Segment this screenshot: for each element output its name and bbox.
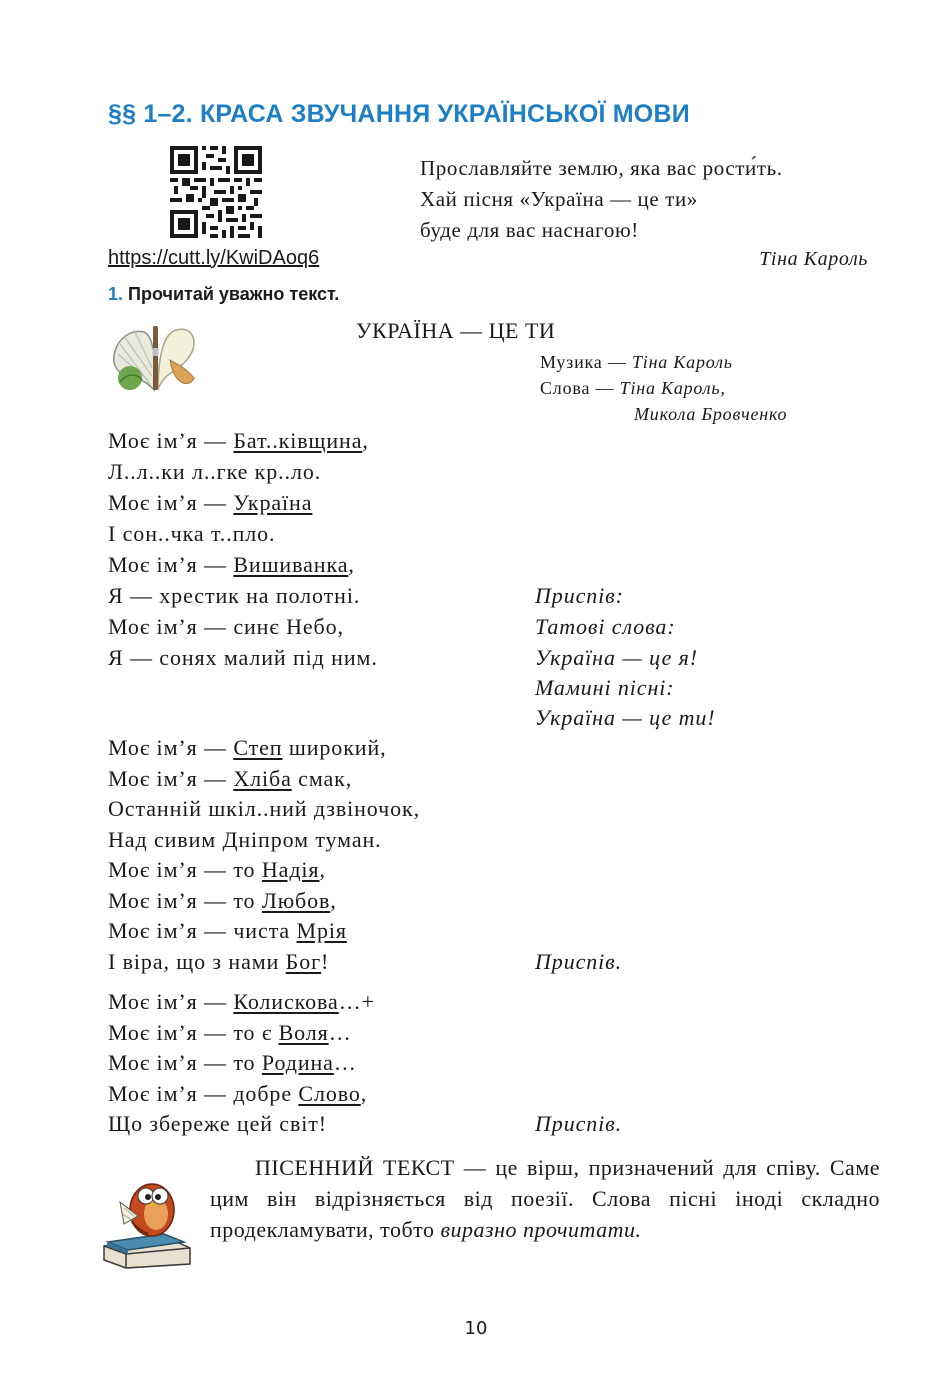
- chorus-line: Україна — це я!: [535, 645, 698, 670]
- words-label: Слова —: [540, 378, 620, 398]
- epigraph-line: буде для вас наснагою!: [420, 218, 639, 242]
- qr-link[interactable]: https://cutt.ly/KwiDAoq6: [108, 247, 320, 269]
- verse-line: Моє ім’я — добре Слово,: [108, 1081, 368, 1106]
- underlined-word: Хліба: [233, 766, 292, 791]
- verse-line: Моє ім’я — Україна: [108, 490, 313, 515]
- verse-line: Л..л..ки л..гке кр..ло.: [108, 459, 322, 484]
- verse-line: Моє ім’я — синє Небо,: [108, 614, 344, 639]
- underlined-word: Бат..ківщина: [233, 428, 363, 453]
- epigraph-author: Тіна Кароль: [759, 248, 868, 270]
- underlined-word: Степ: [233, 735, 283, 760]
- verse-line: Моє ім’я — Вишиванка,: [108, 552, 355, 577]
- music-label: Музика —: [540, 352, 632, 372]
- brush-leaf-icon: [110, 322, 200, 394]
- underlined-word: Бог: [285, 949, 322, 974]
- owl-on-books-icon: [98, 1168, 194, 1270]
- underlined-word: Любов: [261, 888, 331, 913]
- task-instruction: [108, 284, 339, 305]
- words-credit: [540, 378, 726, 399]
- underlined-word: Слово: [298, 1081, 361, 1106]
- definition-emphasis: виразно прочитати.: [440, 1217, 642, 1242]
- music-author: Тіна Кароль: [631, 352, 733, 372]
- chorus-line: Мамині пісні:: [535, 675, 675, 700]
- verse-line: Моє ім’я — чиста Мрія: [108, 918, 347, 943]
- page-title: §§ 1–2. КРАСА ЗВУЧАННЯ УКРАЇНСЬКОЇ МОВИ: [108, 100, 690, 128]
- words-author: Микола Бровченко: [634, 404, 788, 424]
- verse-line: Над сивим Дніпром туман.: [108, 827, 382, 852]
- verse-line: Моє ім’я — Колискова…+: [108, 989, 375, 1014]
- underlined-word: Воля: [278, 1020, 329, 1045]
- task-text: Прочитай уважно текст.: [128, 284, 340, 304]
- verse-line: Я — хрестик на полотні.: [108, 583, 361, 608]
- verse-line: Моє ім’я — то є Воля…: [108, 1020, 352, 1045]
- chorus-line: Татові слова:: [535, 614, 676, 639]
- underlined-word: Мрія: [296, 918, 347, 943]
- song-title: УКРАЇНА — ЦЕ ТИ: [356, 318, 556, 343]
- underlined-word: Україна: [233, 490, 313, 515]
- epigraph-line: Хай пісня «Україна — це ти»: [420, 187, 698, 211]
- verse-line: Моє ім’я — то Любов,: [108, 888, 337, 913]
- underlined-word: Вишиванка: [233, 552, 349, 577]
- chorus-line: Україна — це ти!: [535, 705, 716, 730]
- verse-line: Що збереже цей світ!: [108, 1111, 328, 1136]
- refrain-marker: Приспів.: [535, 1111, 623, 1136]
- underlined-word: Родина: [261, 1050, 334, 1075]
- qr-code-icon[interactable]: [170, 146, 262, 238]
- refrain-marker: Приспів.: [535, 949, 623, 974]
- epigraph-line: Прославляйте землю, яка вас рости́ть.: [420, 156, 783, 180]
- definition-block: [210, 1152, 880, 1245]
- underlined-word: Надія: [261, 857, 320, 882]
- underlined-word: Колискова: [233, 989, 339, 1014]
- words-credit-continued: [634, 404, 787, 425]
- verse-line: І сон..чка т..пло.: [108, 521, 276, 546]
- page-number: 10: [464, 1318, 488, 1339]
- verse-line: Моє ім’я — Бат..ківщина,: [108, 428, 369, 453]
- verse-line: І віра, що з нами Бог!: [108, 949, 330, 974]
- verse-line: Моє ім’я — то Надія,: [108, 857, 326, 882]
- verse-line: Моє ім’я — Степ широкий,: [108, 735, 387, 760]
- words-author: Тіна Кароль,: [619, 378, 726, 398]
- task-number: 1.: [108, 284, 124, 304]
- music-credit: [540, 352, 733, 373]
- verse-line: Моє ім’я — Хліба смак,: [108, 766, 353, 791]
- chorus-label: Приспів:: [535, 583, 624, 608]
- verse-line: Я — сонях малий під ним.: [108, 645, 378, 670]
- verse-line: Останній шкіл..ний дзвіночок,: [108, 796, 420, 821]
- verse-line: Моє ім’я — то Родина…: [108, 1050, 357, 1075]
- definition-text: ПІСЕННИЙ ТЕКСТ — це вірш, призначений для співу. Саме цим він відрізняється від поезії. Слова пісні іноді складно продекламувати, тобто виразно прочитати.: [210, 1155, 880, 1242]
